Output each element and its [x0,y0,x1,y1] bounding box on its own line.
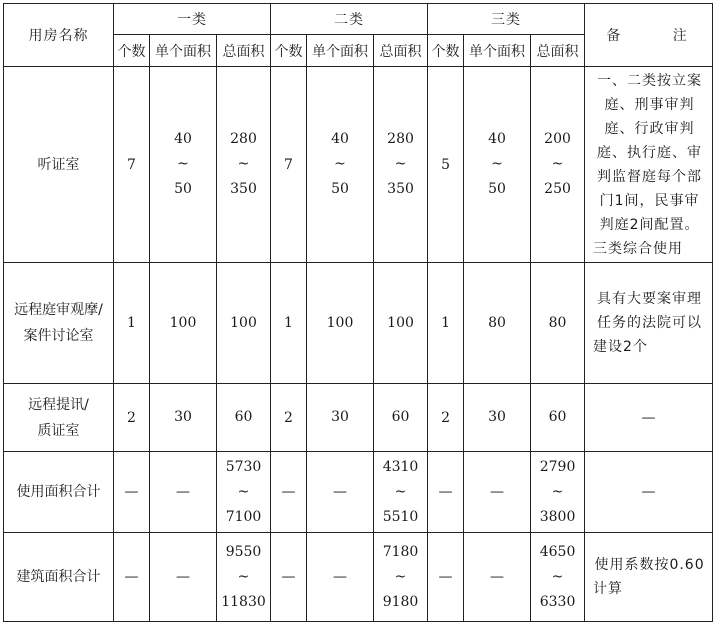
table-row [4,533,713,622]
total-area-cell [531,263,585,384]
total-area-cell-line: 100 [230,314,257,331]
unit-area-cell [464,67,531,263]
total-area-cell-line: 200 [544,131,571,147]
unit-area-cell [464,533,531,622]
room-name-cell-line: 远程提讯/ [28,396,89,413]
total-area-cell-line: 4650 [539,543,576,560]
table-row [4,452,713,533]
unit-area-cell-line: 50 [488,181,506,197]
room-name-cell [4,263,114,384]
total-area-cell-line: 100 [387,314,414,331]
count-cell: — [271,452,307,533]
unit-area-cell-line: — [176,568,190,585]
unit-area-cell-line: — [490,568,505,585]
unit-area-cell [307,263,374,384]
unit-area-cell-line: — [333,568,348,585]
total-area-cell-line: 7100 [225,508,262,525]
total-area-cell-line: 5730 [225,458,262,475]
header-total-area: 总面积 [374,35,428,67]
count-cell: — [114,452,150,533]
unit-area-cell-line: 40 [174,131,192,147]
count-cell: 5 [428,67,464,263]
count-cell: — [114,533,150,622]
total-area-cell-line: 280 [387,131,414,147]
header-total-area: 总面积 [531,35,585,67]
unit-area-cell [307,452,374,533]
count-cell: — [428,452,464,533]
unit-area-cell [150,452,217,533]
total-area-cell [374,384,428,452]
room-name-cell-line: 听证室 [37,156,80,173]
header-unit-area: 单个面积 [150,35,217,67]
total-area-cell-line: 250 [544,181,571,197]
count-cell: 1 [114,263,150,384]
unit-area-cell [150,533,217,622]
total-area-cell-line: ~ [237,156,250,172]
remark-cell: — [585,384,713,452]
room-name-cell [4,452,114,533]
total-area-cell-line: 60 [391,409,410,425]
unit-area-cell [150,67,217,263]
count-cell: 1 [271,263,307,384]
unit-area-cell-line: 50 [331,181,349,197]
count-cell: 7 [271,67,307,263]
unit-area-cell-line: 40 [331,131,349,147]
header-count: 个数 [428,35,464,67]
total-area-cell [531,67,585,263]
total-area-cell-line: 2790 [539,458,576,475]
room-name-cell [4,67,114,263]
unit-area-cell-line: — [176,483,190,500]
total-area-cell [531,452,585,533]
total-area-cell-line: ~ [237,568,250,585]
total-area-cell-line: 60 [548,409,567,425]
room-name-cell [4,384,114,452]
room-name-cell-line: 案件讨论室 [23,328,94,344]
unit-area-cell [150,263,217,384]
unit-area-cell-line: 30 [331,409,349,425]
unit-area-cell-line: 50 [174,181,192,197]
unit-area-cell-line: 30 [174,409,192,425]
total-area-cell-line: ~ [237,483,250,500]
total-area-cell-line: ~ [394,156,407,172]
total-area-cell-line: 350 [230,181,257,197]
room-name-cell-line: 使用面积合计 [16,484,101,500]
count-cell: — [271,533,307,622]
header-row-1 [4,4,713,35]
room-name-cell-line: 建筑面积合计 [16,569,101,585]
unit-area-cell-line: ~ [491,156,503,172]
total-area-cell-line: 350 [387,181,414,197]
total-area-cell [531,384,585,452]
header-remark: 备 注 [585,4,713,67]
total-area-cell [531,533,585,622]
unit-area-cell [464,452,531,533]
unit-area-cell-line: 100 [326,314,354,331]
unit-area-cell-line: 80 [488,314,506,331]
unit-area-cell [307,67,374,263]
unit-area-cell [464,384,531,452]
remark-cell: 使用系数按0.60计算 [585,533,713,622]
total-area-cell [374,533,428,622]
total-area-cell-line: ~ [551,483,564,500]
total-area-cell-line: 4310 [382,458,419,475]
total-area-cell [217,452,271,533]
total-area-cell-line: 11830 [221,593,266,610]
unit-area-cell [307,533,374,622]
unit-area-cell-line: ~ [334,156,346,172]
unit-area-cell [307,384,374,452]
total-area-cell [374,67,428,263]
total-area-cell [217,67,271,263]
header-total-area: 总面积 [217,35,271,67]
total-area-cell [374,452,428,533]
total-area-cell-line: 6330 [539,593,576,610]
count-cell: 1 [428,263,464,384]
remark-cell: 一、二类按立案庭、刑事审判庭、行政审判庭、执行庭、审判监督庭每个部门1间，民事审判庭2间配置。三类综合使用 [585,67,713,263]
unit-area-cell-line: — [333,483,348,500]
total-area-cell-line: ~ [551,156,564,172]
total-area-cell [217,384,271,452]
total-area-cell-line: ~ [394,483,407,500]
table-row [4,384,713,452]
count-cell: 2 [271,384,307,452]
remark-cell: 具有大要案审理任务的法院可以建设2个 [585,263,713,384]
total-area-cell-line: 80 [548,314,567,331]
room-name-cell [4,533,114,622]
total-area-cell-line: 7180 [382,543,419,560]
unit-area-cell-line: 100 [169,314,197,331]
header-unit-area: 单个面积 [307,35,374,67]
unit-area-cell-line: ~ [177,156,189,172]
count-cell: 2 [114,384,150,452]
total-area-cell [217,263,271,384]
header-category-3: 三类 [428,4,585,35]
total-area-cell-line: 3800 [539,508,576,525]
header-category-2: 二类 [271,4,428,35]
header-count: 个数 [271,35,307,67]
total-area-cell-line: ~ [551,568,564,585]
unit-area-cell [464,263,531,384]
room-area-table [3,3,713,622]
header-category-1: 一类 [114,4,271,35]
room-name-cell-line: 远程庭审观摩/ [14,302,103,318]
room-name-cell-line: 质证室 [37,422,80,439]
header-unit-area: 单个面积 [464,35,531,67]
count-cell: 2 [428,384,464,452]
header-room-name: 用房名称 [4,4,114,67]
unit-area-cell-line: 40 [488,131,506,147]
total-area-cell [374,263,428,384]
total-area-cell [217,533,271,622]
table-row [4,67,713,263]
total-area-cell-line: 5510 [382,508,419,525]
unit-area-cell [150,384,217,452]
table-row [4,263,713,384]
remark-cell: — [585,452,713,533]
total-area-cell-line: 60 [234,409,253,425]
header-count: 个数 [114,35,150,67]
count-cell: — [428,533,464,622]
total-area-cell-line: 9180 [382,593,419,610]
unit-area-cell-line: — [490,483,505,500]
total-area-cell-line: 280 [230,131,257,147]
count-cell: 7 [114,67,150,263]
unit-area-cell-line: 30 [488,409,506,425]
total-area-cell-line: 9550 [225,543,262,560]
total-area-cell-line: ~ [394,568,407,585]
